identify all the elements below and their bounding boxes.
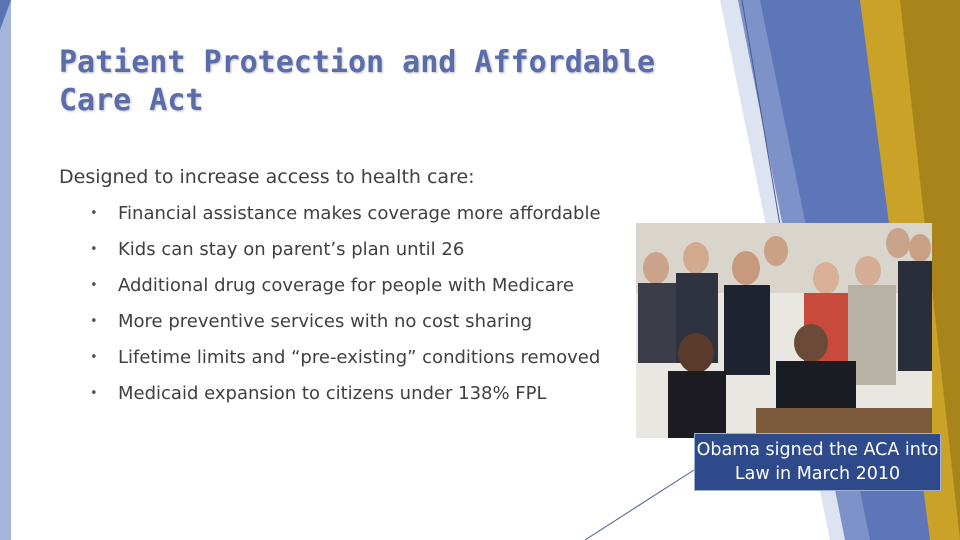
bullet-item [90,237,630,263]
bullet-item [90,201,630,227]
bullet-dot: • [90,242,98,257]
bullet-dot: • [90,278,98,293]
decor-line-bottom [585,470,694,540]
bullet-dot: • [90,314,98,329]
bullet-text: Medicaid expansion to citizens under 138% FPL [118,383,547,404]
slide-title: Patient Protection and Affordable Care Act [59,45,656,118]
signing-photo [636,223,932,438]
signing-photo-illustration [636,223,932,438]
bullet-item [90,309,630,335]
left-accent-bar [0,0,11,540]
bullet-item [90,345,630,371]
bullet-item [90,381,630,407]
bullet-dot: • [90,350,98,365]
bullet-list [90,201,630,417]
photo-caption: Obama signed the ACA into Law in March 2010 [694,433,941,491]
bullet-dot: • [90,386,98,401]
intro-text: Designed to increase access to health care: [59,166,475,188]
bullet-text: Kids can stay on parent’s plan until 26 [118,239,465,260]
bullet-dot: • [90,206,98,221]
bullet-text: More preventive services with no cost sharing [118,311,533,332]
bullet-text: Lifetime limits and “pre-existing” conditions removed [118,347,601,368]
bullet-text: Additional drug coverage for people with Medicare [118,275,574,296]
bullet-item [90,273,630,299]
bullet-text: Financial assistance makes coverage more affordable [118,203,601,224]
